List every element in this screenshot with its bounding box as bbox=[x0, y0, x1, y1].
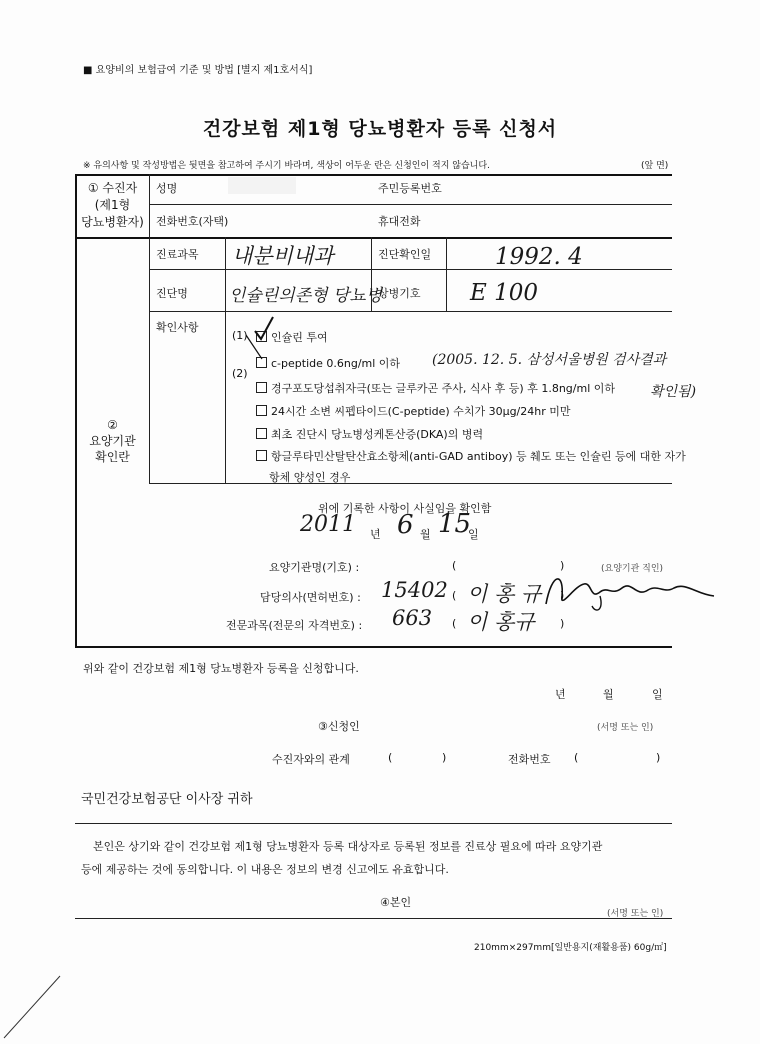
consent-top-border bbox=[75, 823, 672, 824]
doctor-open-paren: ( bbox=[452, 589, 457, 602]
section-divider bbox=[75, 237, 672, 239]
mobile-label: 휴대전화 bbox=[378, 215, 421, 228]
handwritten-test-note: (2005. 12. 5. 삼성서울병원 검사결과 bbox=[432, 352, 667, 368]
application-month[interactable]: 월 bbox=[603, 688, 614, 701]
application-year[interactable]: 년 bbox=[555, 688, 566, 701]
item2d-text: 최초 진단시 당뇨병성케톤산증(DKA)의 병력 bbox=[271, 428, 484, 441]
item2d-row bbox=[256, 426, 483, 442]
diagnosis-date-value[interactable]: 1992. 4 bbox=[495, 244, 583, 270]
dka-history-checkbox[interactable] bbox=[256, 428, 267, 439]
specialist-label: 전문과목(전문의 자격번호) : bbox=[226, 619, 363, 632]
paper-spec: 210mm×297mm[일반용지(재활용품) 60g/㎡] bbox=[474, 943, 667, 953]
specialist-open-paren: ( bbox=[452, 617, 457, 630]
institution-open-paren: ( bbox=[452, 559, 457, 572]
glucose-stimulation-checkbox[interactable] bbox=[256, 382, 267, 393]
doctor-name[interactable]: 이 홍 규 bbox=[467, 582, 542, 606]
urine-cpeptide-checkbox[interactable] bbox=[256, 405, 267, 416]
item2b-text: 경구포도당섭취자극(또는 글루카곤 주사, 식사 후 등) 후 1.8ng/ml 이하 bbox=[271, 382, 615, 395]
doctor-signature-icon bbox=[540, 566, 720, 616]
row-divider bbox=[149, 483, 672, 484]
confirm-label: 확인사항 bbox=[156, 321, 199, 334]
cert-month[interactable]: 6 bbox=[397, 510, 414, 540]
disease-code-label: 상병기호 bbox=[378, 287, 421, 300]
applicant-sign-field[interactable]: (서명 또는 인) bbox=[597, 723, 654, 733]
application-statement: 위와 같이 건강보험 제1형 당뇨병환자 등록을 신청합니다. bbox=[83, 662, 359, 675]
relation-close-paren: ) bbox=[442, 751, 447, 764]
item2a-text: c-peptide 0.6ng/ml 이하 bbox=[271, 357, 401, 370]
form-reference: ■ 요양비의 보험급여 기준 및 방법 [별지 제1호서식] bbox=[83, 65, 313, 76]
item1-text: 인슐린 투여 bbox=[271, 331, 328, 344]
doctor-license[interactable]: 15402 bbox=[381, 578, 448, 602]
cert-day-unit: 일 bbox=[468, 528, 479, 541]
relation-open-paren: ( bbox=[388, 751, 393, 764]
row-divider bbox=[149, 311, 672, 312]
specialist-close-paren: ) bbox=[560, 617, 565, 630]
applicant-phone-label: 전화번호 bbox=[508, 753, 551, 766]
item2c-text: 24시간 소변 씨펩타이드(C-peptide) 수치가 30μg/24hr 미만 bbox=[271, 405, 571, 418]
applicant-phone-open-paren: ( bbox=[574, 751, 579, 764]
section1-header: ① 수진자 (제1형 당뇨병환자) bbox=[81, 181, 144, 229]
name-field[interactable] bbox=[228, 177, 296, 194]
instruction-note: ※ 유의사항 및 작성방법은 뒷면을 참고하여 주시기 바라며, 색상이 어두운 란은 신청인이 적지 않습니다. bbox=[83, 161, 490, 171]
table-bottom-border bbox=[75, 646, 672, 648]
dept-value[interactable]: 내분비내과 bbox=[232, 244, 334, 268]
cert-month-unit: 월 bbox=[420, 528, 431, 541]
item2b-row bbox=[256, 380, 615, 396]
relation-label: 수진자와의 관계 bbox=[272, 753, 350, 766]
consent-text-line2: 등에 제공하는 것에 동의합니다. 이 내용은 정보의 변경 신고에도 유효합니다. bbox=[81, 863, 449, 876]
anti-gad-checkbox[interactable] bbox=[256, 450, 267, 461]
application-day[interactable]: 일 bbox=[652, 688, 663, 701]
row-divider bbox=[149, 269, 672, 270]
consent-self-label: ④본인 bbox=[380, 896, 412, 909]
cert-year[interactable]: 2011 bbox=[300, 512, 356, 537]
section2-header: ② 요양기관 확인란 bbox=[89, 418, 136, 464]
item2e-text: 항글루타민산탈탄산효소항체(anti-GAD antiboy) 등 췌도 또는 인슐린 등에 대한 자가 bbox=[271, 450, 686, 463]
column-divider bbox=[446, 237, 447, 311]
diagnosis-date-label: 진단확인일 bbox=[378, 248, 432, 261]
column-divider bbox=[149, 174, 150, 483]
relation-field[interactable] bbox=[397, 749, 437, 765]
applicant-label: ③신청인 bbox=[318, 720, 360, 733]
home-phone-label: 전화번호(자택) bbox=[156, 215, 229, 228]
specialist-name[interactable]: 이 홍규 bbox=[467, 610, 535, 634]
applicant-phone-field[interactable] bbox=[584, 749, 654, 765]
cert-day[interactable]: 15 bbox=[438, 509, 472, 539]
consent-text-line1: 본인은 상기와 같이 건강보험 제1형 당뇨병환자 등록 대상자로 등록된 정보를 진료상 필요에 따라 요양기관 bbox=[93, 840, 603, 853]
item2e-row bbox=[256, 448, 686, 464]
page-title: 건강보험 제1형 당뇨병환자 등록 신청서 bbox=[202, 118, 558, 140]
institution-seal-label: (요양기관 직인) bbox=[601, 564, 664, 574]
item1-number: (1) bbox=[232, 329, 248, 342]
addressee: 국민건강보험공단 이사장 귀하 bbox=[81, 792, 253, 807]
handwritten-arrow-icon bbox=[244, 333, 266, 363]
applicant-phone-close-paren: ) bbox=[656, 751, 661, 764]
dept-label: 진료과목 bbox=[156, 248, 199, 261]
institution-label: 요양기관명(기호) : bbox=[269, 561, 360, 574]
cert-year-unit: 년 bbox=[370, 528, 381, 541]
specialist-number[interactable]: 663 bbox=[392, 606, 433, 630]
handwritten-test-note-line2: 확인됨) bbox=[650, 384, 697, 400]
doctor-close-paren: ) bbox=[560, 589, 565, 602]
front-side-label: (앞 면) bbox=[641, 161, 669, 171]
row-divider bbox=[149, 204, 672, 205]
item2-number: (2) bbox=[232, 367, 248, 380]
table-left-border bbox=[75, 174, 77, 646]
diagnosis-label: 진단명 bbox=[156, 287, 188, 300]
rrn-label: 주민등록번호 bbox=[378, 182, 442, 195]
scan-mark-icon bbox=[0, 970, 70, 1044]
item2c-row bbox=[256, 403, 571, 419]
name-label: 성명 bbox=[156, 182, 178, 195]
certify-text: 위에 기록한 사항이 사실임을 확인함 bbox=[318, 502, 492, 515]
institution-close-paren: ) bbox=[560, 559, 565, 572]
consent-bottom-border bbox=[75, 918, 672, 919]
item2e-text-line2: 항체 양성인 경우 bbox=[269, 471, 351, 484]
item2a-row bbox=[256, 355, 400, 371]
doctor-label: 담당의사(면허번호) : bbox=[260, 591, 361, 604]
disease-code-value[interactable]: E 100 bbox=[470, 280, 539, 306]
consent-sign-field[interactable]: (서명 또는 인) bbox=[607, 909, 664, 919]
diagnosis-value[interactable]: 인슐린의존형 당뇨병 bbox=[229, 286, 383, 306]
column-divider bbox=[225, 237, 226, 483]
table-top-border bbox=[75, 174, 672, 176]
